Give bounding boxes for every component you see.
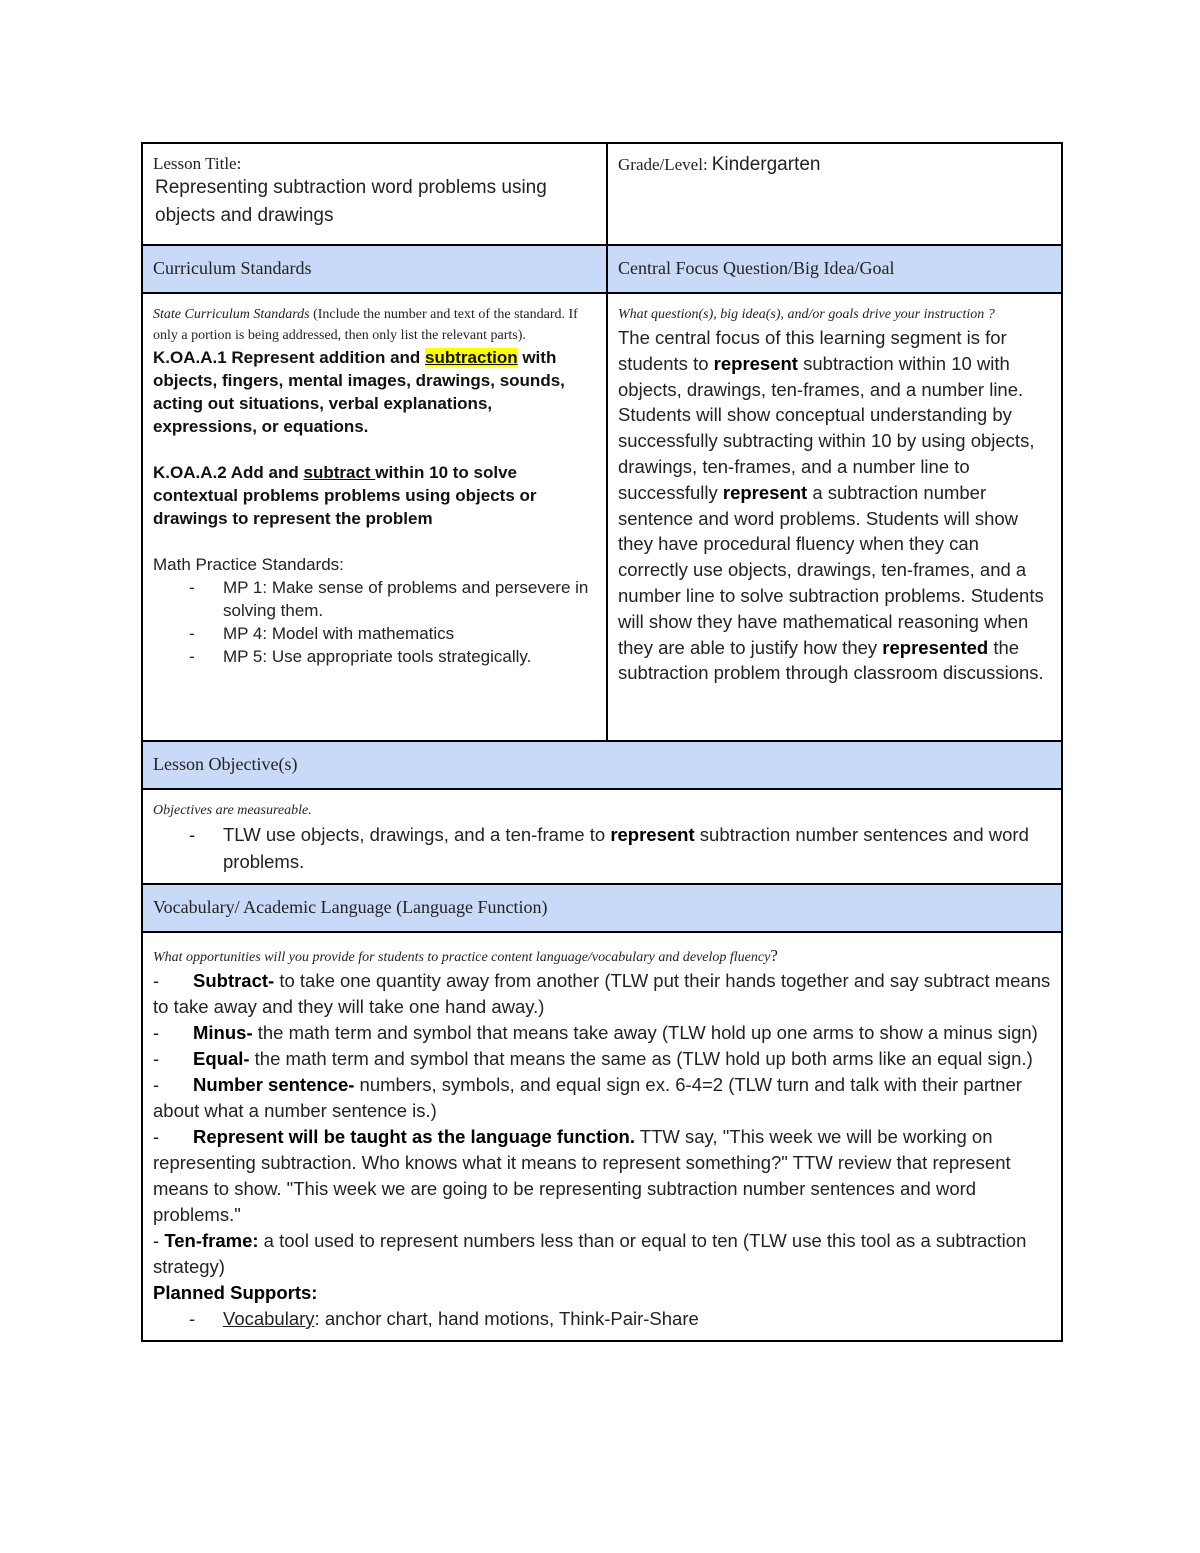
objectives-note: Objectives are measureable. bbox=[153, 803, 312, 818]
focus-bold-1: represent bbox=[713, 352, 798, 374]
planned-supports-label: Planned Supports: bbox=[153, 1282, 318, 1303]
row-objectives bbox=[142, 789, 1062, 884]
central-focus-cell bbox=[607, 293, 1062, 741]
central-focus-header: Central Focus Question/Big Idea/Goal bbox=[607, 245, 1062, 293]
central-focus-text bbox=[618, 325, 1051, 686]
standards-intro-italic: State Curriculum Standards bbox=[153, 307, 310, 322]
list-item: - MP 5: Use appropriate tools strategically. bbox=[223, 645, 596, 668]
vocabulary-terms bbox=[153, 968, 1051, 1332]
vocab-definition: the math term and symbol that means the same as (TLW hold up both arms like an equal sign.) bbox=[249, 1048, 1033, 1069]
list-item: - Minus- the math term and symbol that means take away (TLW hold up one arms to show a minus sign) bbox=[153, 1022, 1038, 1043]
math-practice-list bbox=[153, 576, 596, 668]
objective-bold: represent bbox=[610, 824, 695, 845]
list-item bbox=[223, 1306, 1051, 1332]
grade-cell bbox=[607, 143, 1062, 245]
standard-2-text-end: within 10 to solve contextual problems problems using objects or drawings to represent the problem bbox=[153, 463, 537, 528]
vocabulary-prompt-text: What opportunities will you provide for students to practice content language/vocabulary and develop fluency bbox=[153, 950, 771, 965]
list-item: - Number sentence- numbers, symbols, and equal sign ex. 6-4=2 (TLW turn and talk with their partner about what a number sentence is.) bbox=[153, 1074, 1022, 1121]
list-item: - MP 4: Model with mathematics bbox=[223, 622, 596, 645]
central-focus-prompt: What question(s), big idea(s), and/or goals drive your instruction ? bbox=[618, 307, 995, 322]
focus-text-4: the subtraction problem through classroom discussions. bbox=[618, 636, 1044, 684]
list-item: - Subtract- to take one quantity away from another (TLW put their hands together and say subtract means to take away and they will take one hand away.) bbox=[153, 970, 1051, 1017]
lesson-title-label: Lesson Title: bbox=[153, 154, 242, 173]
grade-value: Kindergarten bbox=[711, 154, 821, 175]
vocab-definition: the math term and symbol that means take away (TLW hold up one arms to show a minus sign) bbox=[252, 1022, 1038, 1043]
objective-text-end: subtraction number sentences and word problems. bbox=[223, 824, 1029, 872]
grade-label: Grade/Level: bbox=[618, 155, 708, 174]
standard-koa-a1 bbox=[153, 346, 596, 438]
focus-bold-3: represented bbox=[882, 636, 989, 658]
focus-bold-2: represent bbox=[722, 481, 808, 503]
standard-1-text: K.OA.A.1 Represent addition and bbox=[153, 348, 426, 367]
objectives-cell bbox=[142, 789, 1062, 884]
lesson-title: Representing subtraction word problems using objects and drawings bbox=[155, 177, 547, 226]
vocab-term: Number sentence- bbox=[193, 1074, 355, 1095]
vocab-term: Minus- bbox=[193, 1022, 253, 1043]
lesson-plan-table bbox=[141, 142, 1063, 1342]
focus-text-2: subtraction within 10 with objects, drawings, ten-frames, and a number line. Students will show conceptual understanding by successfully subtracting within 10 by using objects, drawings, ten-frames, and a number line to successfully bbox=[618, 352, 1035, 503]
list-item bbox=[223, 821, 1051, 875]
vocab-term: Ten-frame: bbox=[164, 1230, 259, 1251]
vocabulary-prompt bbox=[153, 945, 1051, 968]
row-standards-focus bbox=[142, 293, 1062, 741]
curriculum-standards-header: Curriculum Standards bbox=[142, 245, 607, 293]
list-item: - Equal- the math term and symbol that means the same as (TLW hold up both arms like an equal sign.) bbox=[153, 1048, 1033, 1069]
row-vocab-header bbox=[142, 884, 1062, 932]
vocabulary-header: Vocabulary/ Academic Language (Language Function) bbox=[142, 884, 1062, 932]
standards-cell bbox=[142, 293, 607, 741]
planned-supports-list bbox=[153, 1306, 1051, 1332]
standard-koa-a2 bbox=[153, 461, 596, 530]
vocab-definition: a tool used to represent numbers less than or equal to ten (TLW use this tool as a subtraction strategy) bbox=[153, 1230, 1027, 1277]
list-item: - Represent will be taught as the language function. TTW say, "This week we will be working on representing subtraction. Who knows what it means to represent something?" TTW review that represent means to show. "This week we are going to be representing subtraction number sentences and word problems." bbox=[153, 1126, 1011, 1225]
vocab-term: Subtract- bbox=[193, 970, 275, 991]
row-section-headers bbox=[142, 245, 1062, 293]
lesson-title-cell bbox=[142, 143, 607, 245]
standards-intro-rest: (Include the number and text of the standard. If only a portion is being addressed, then only list the relevant parts). bbox=[153, 307, 578, 343]
standard-2-text: K.OA.A.2 Add and bbox=[153, 463, 304, 482]
math-practice-label: Math Practice Standards: bbox=[153, 555, 344, 574]
vocab-definition: numbers, symbols, and equal sign ex. 6-4=2 (TLW turn and talk with their partner about what a number sentence is.) bbox=[153, 1074, 1022, 1121]
objective-text: TLW use objects, drawings, and a ten-frame to bbox=[223, 824, 611, 845]
lesson-objectives-header: Lesson Objective(s) bbox=[142, 741, 1062, 789]
vocabulary-cell bbox=[142, 932, 1062, 1341]
list-item: - MP 1: Make sense of problems and persevere in solving them. bbox=[223, 576, 596, 622]
standard-1-highlight: subtraction bbox=[425, 348, 518, 367]
focus-text-1: The central focus of this learning segment is for students to bbox=[618, 327, 1007, 374]
standards-intro bbox=[153, 304, 596, 346]
vocabulary-prompt-mark: ? bbox=[770, 946, 778, 965]
vocab-term: Equal- bbox=[193, 1048, 250, 1069]
standard-1-text-end: with objects, fingers, mental images, drawings, sounds, acting out situations, verbal explanations, expressions, or equations. bbox=[153, 348, 565, 436]
support-underline: Vocabulary bbox=[223, 1308, 315, 1329]
standard-2-underline: subtract bbox=[303, 463, 376, 482]
row-objectives-header bbox=[142, 741, 1062, 789]
row-title bbox=[142, 143, 1062, 245]
vocab-definition: TTW say, "This week we will be working on representing subtraction. Who knows what it means to represent something?" TTW review that represent means to show. "This week we are going to be representing subtraction number sentences and word problems." bbox=[153, 1126, 1011, 1225]
support-text: : anchor chart, hand motions, Think-Pair-Share bbox=[314, 1308, 699, 1329]
focus-text-3: a subtraction number sentence and word problems. Students will show they have procedural fluency when they can correctly use objects, drawings, ten-frames, and a number line to solve subtraction problems. Students will show they have mathematical reasoning when they are able to justify how they bbox=[618, 481, 1044, 658]
objectives-list bbox=[153, 821, 1051, 875]
vocab-definition: to take one quantity away from another (TLW put their hands together and say subtract means to take away and they will take one hand away.) bbox=[153, 970, 1051, 1017]
list-item: - Ten-frame: a tool used to represent numbers less than or equal to ten (TLW use this tool as a subtraction strategy) bbox=[153, 1230, 1027, 1277]
row-vocab bbox=[142, 932, 1062, 1341]
vocab-term: Represent will be taught as the language function. bbox=[193, 1126, 635, 1147]
